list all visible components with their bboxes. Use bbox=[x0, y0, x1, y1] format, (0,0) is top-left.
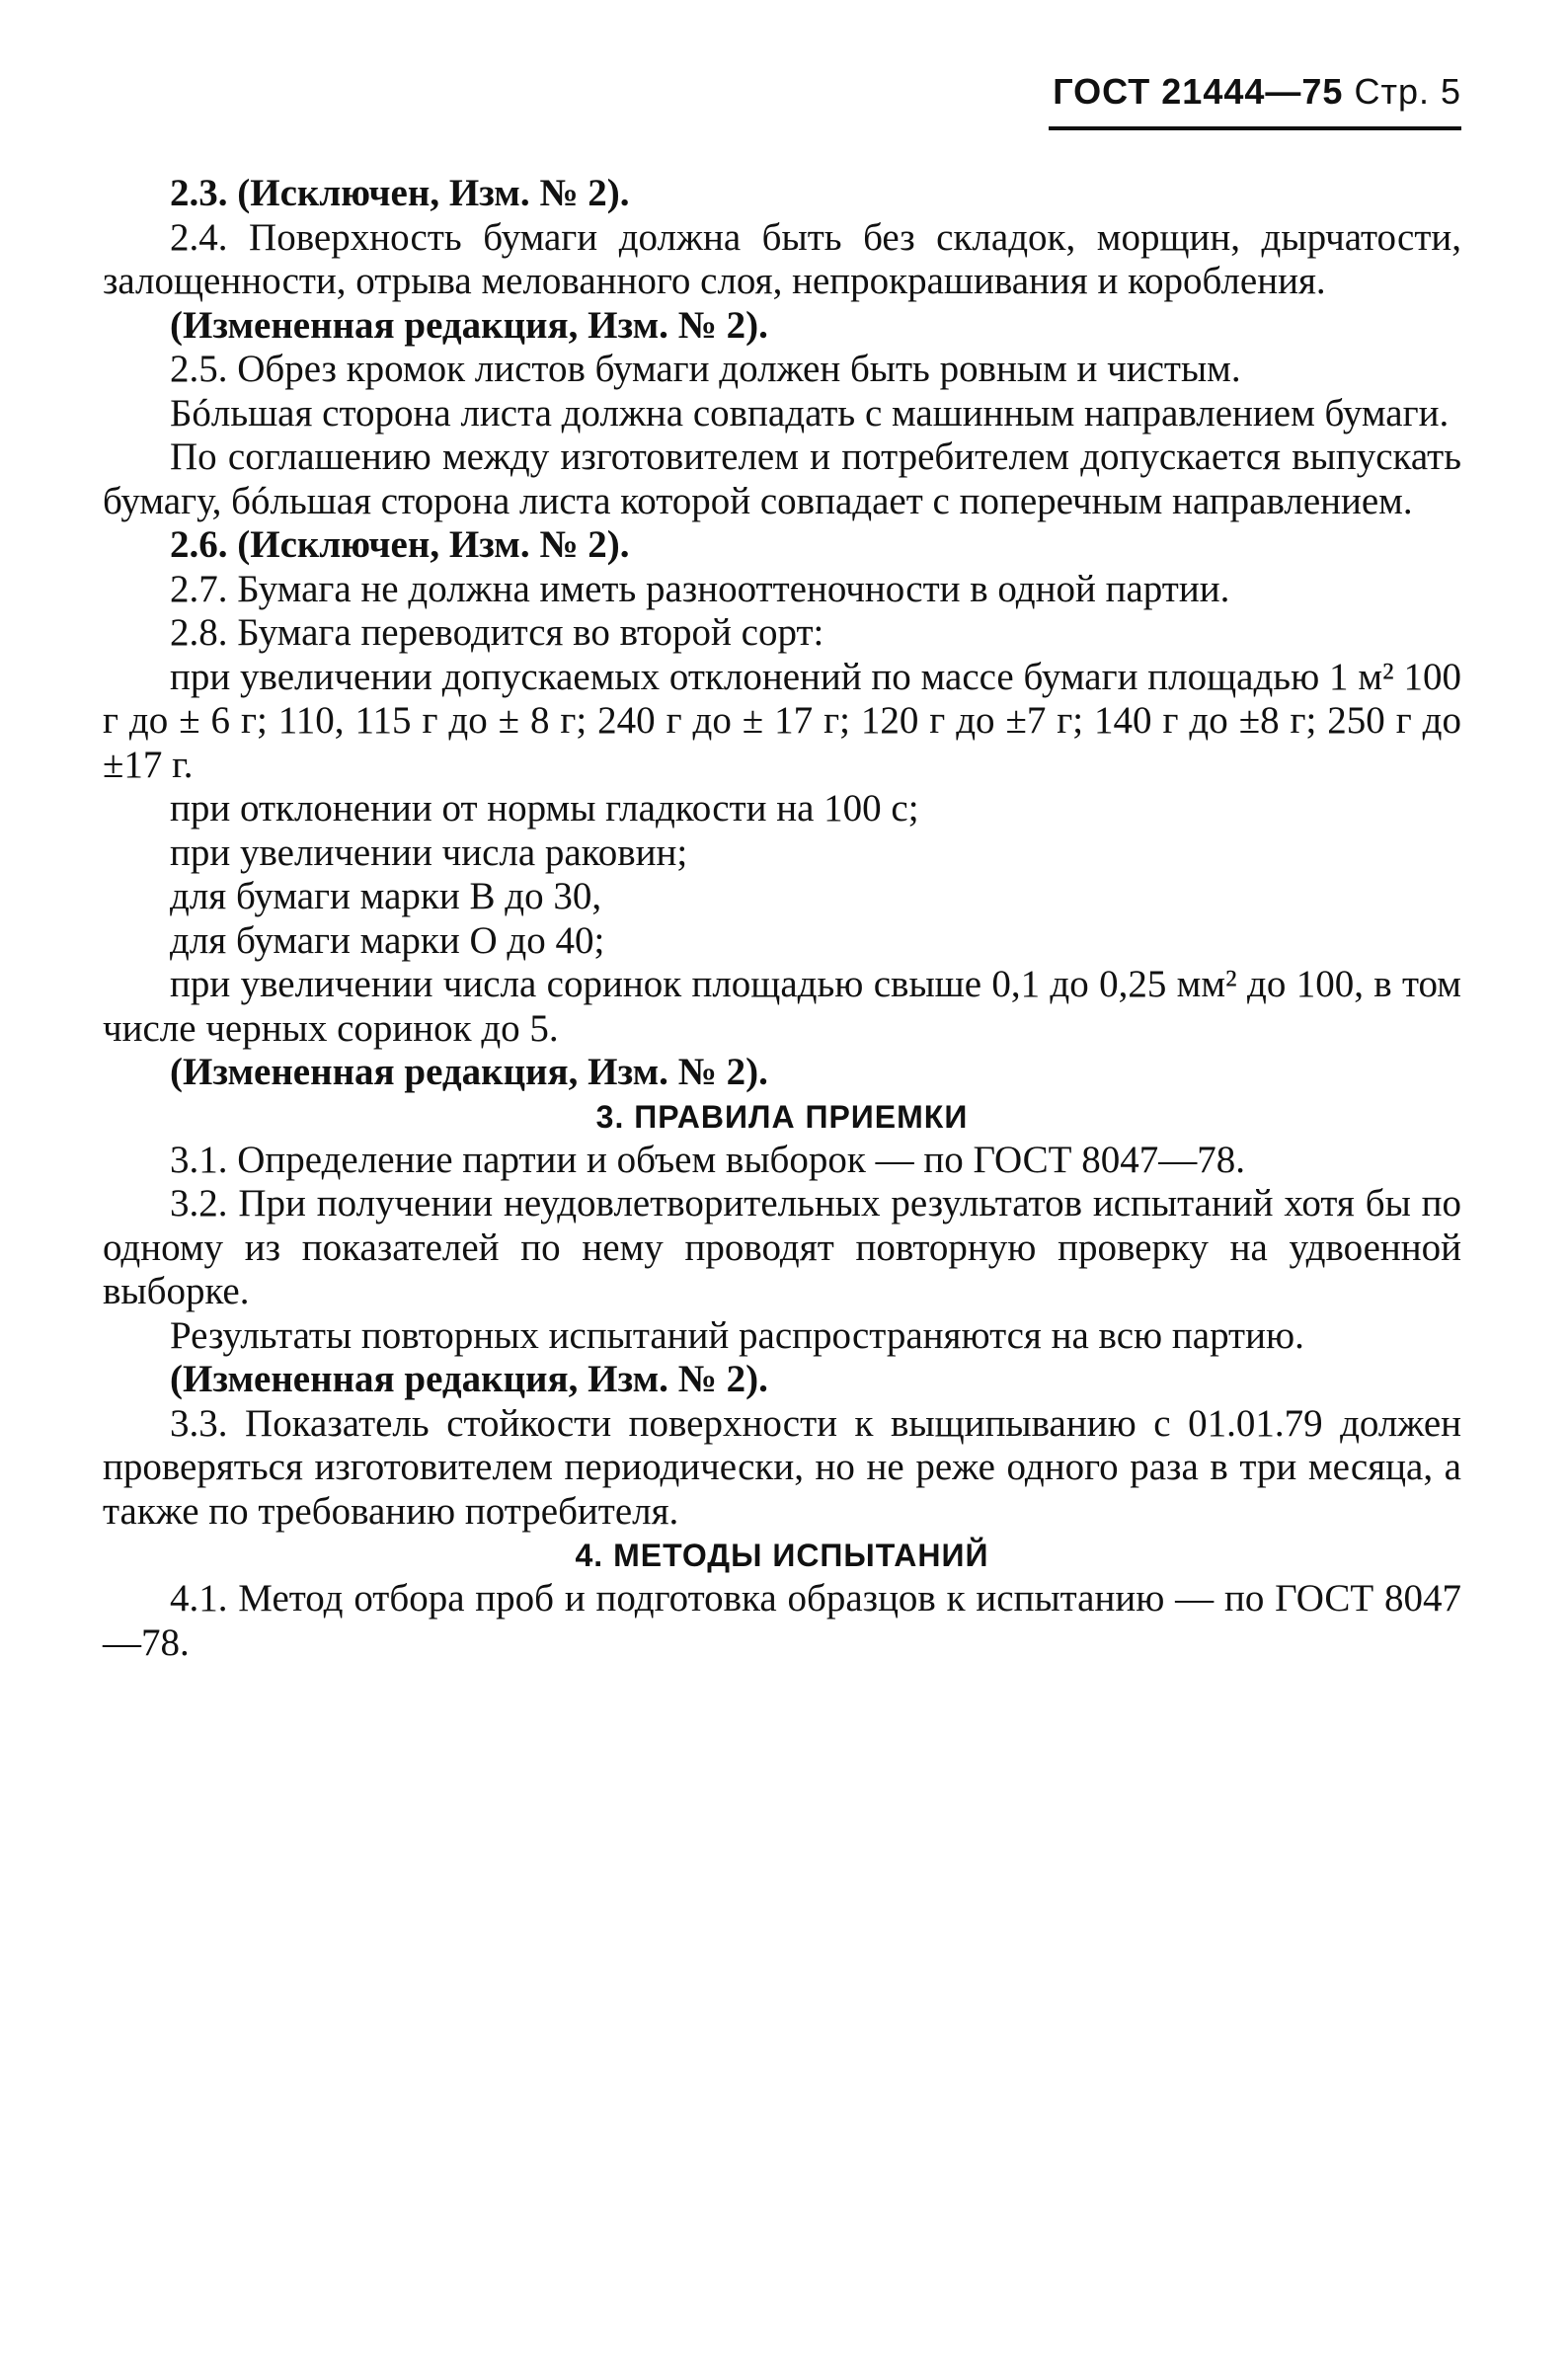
clause-2-8-item: при увеличении числа раковин; bbox=[170, 830, 688, 874]
amendment-note: (Измененная редакция, Изм. № 2). bbox=[170, 1051, 768, 1093]
clause-3-2: 3.2. При получении неудовлетворительных результатов испытаний хотя бы по одному из показателей по нему проводят повторную проверку на удвоенной выборке. bbox=[103, 1182, 1461, 1312]
clause-2-6: 2.6. (Исключен, Изм. № 2). bbox=[170, 523, 630, 566]
clause-2-4: 2.4. Поверхность бумаги должна быть без складок, морщин, дырчатости, залощенности, отрыва мелованного слоя, непрокрашивания и коробления. bbox=[103, 215, 1461, 302]
clause-4-1: 4.1. Метод отбора проб и подготовка образцов к испытанию — по ГОСТ 8047—78. bbox=[103, 1577, 1461, 1664]
amendment-note: (Измененная редакция, Изм. № 2). bbox=[170, 1358, 768, 1400]
running-header bbox=[1053, 71, 1461, 113]
clause-3-1: 3.1. Определение партии и объем выборок — по ГОСТ 8047—78. bbox=[170, 1138, 1245, 1181]
amendment-note: (Измененная редакция, Изм. № 2). bbox=[170, 303, 768, 347]
clause-2-5: 2.5. Обрез кромок листов бумаги должен быть ровным и чистым. bbox=[170, 348, 1241, 390]
clause-3-2-paragraph: Результаты повторных испытаний распространяются на всю партию. bbox=[170, 1313, 1304, 1357]
header-rule bbox=[1049, 126, 1461, 130]
clause-2-8-item: при увеличении допускаемых отклонений по массе бумаги площадью 1 м² 100 г до ± 6 г; 110, 115 г до ± 8 г; 240 г до ± 17 г; 120 г до ±7 г; 140 г до ±8 г; 250 г до ±17 г. bbox=[103, 655, 1461, 786]
clause-2-8-item: при отклонении от нормы гладкости на 100 с; bbox=[170, 787, 919, 830]
clause-2-8: 2.8. Бумага переводится во второй сорт: bbox=[170, 611, 824, 654]
clause-2-7: 2.7. Бумага не должна иметь разнооттеночности в одной партии. bbox=[170, 567, 1230, 610]
clause-2-8-item: при увеличении числа соринок площадью свыше 0,1 до 0,25 мм² до 100, в том числе черных соринок до 5. bbox=[103, 963, 1461, 1050]
clause-2-5-paragraph: Бóльшая сторона листа должна совпадать с машинным направлением бумаги. bbox=[170, 391, 1450, 434]
clause-2-3: 2.3. (Исключен, Изм. № 2). bbox=[170, 172, 630, 214]
clause-2-5-paragraph: По соглашению между изготовителем и потребителем допускается выпускать бумагу, бóльшая сторона листа которой совпадает с поперечным направлением. bbox=[103, 435, 1461, 522]
section-3-heading: 3. ПРАВИЛА ПРИЕМКИ bbox=[595, 1098, 969, 1135]
clause-2-8-item: для бумаги марки В до 30, bbox=[170, 875, 602, 917]
section-4-heading: 4. МЕТОДЫ ИСПЫТАНИЙ bbox=[575, 1538, 989, 1573]
clause-3-3: 3.3. Показатель стойкости поверхности к выщипыванию с 01.01.79 должен проверяться изготовителем периодически, но не реже одного раза в три месяца, а также по требованию потребителя. bbox=[103, 1401, 1461, 1533]
standard-number: ГОСТ 21444—75 bbox=[1053, 71, 1344, 112]
page-number: Стр. 5 bbox=[1354, 71, 1461, 112]
clause-2-8-item: для бумаги марки О до 40; bbox=[170, 918, 605, 962]
document-body bbox=[103, 172, 1461, 1665]
